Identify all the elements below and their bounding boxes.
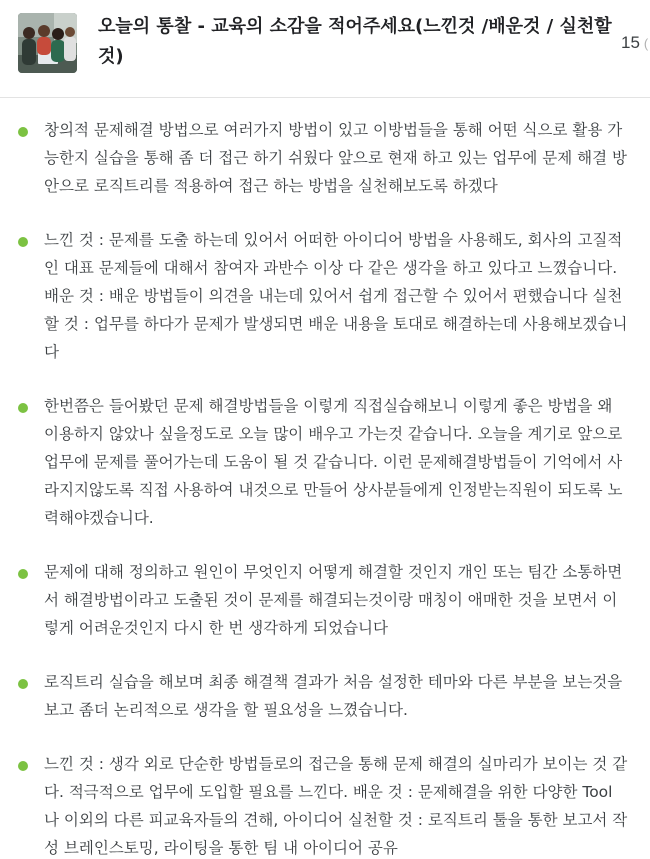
response-list — [0, 116, 650, 859]
bullet-dot-icon — [18, 679, 28, 689]
bullet-dot-icon — [18, 761, 28, 771]
response-text: 느낀 것 : 문제를 도출 하는데 있어서 어떠한 아이디어 방법을 사용해도, 회사의 고질적인 대표 문제들에 대해서 참여자 과반수 이상 다 같은 생각을 하고 있다고 느꼈습니다. 배운 것 : 배운 방법들이 의견을 내는데 있어서 쉽게 접근할 수 있어서 편했습니다 실천할 것 : 업무를 하다가 문제가 발생되면 배운 내용을 토대로 해결하는데 사용해보겠습니다 — [44, 231, 628, 361]
response-count-trail: ( — [643, 36, 649, 51]
list-item — [0, 558, 650, 642]
list-item — [0, 392, 650, 532]
response-text: 창의적 문제해결 방법으로 여러가지 방법이 있고 이방법들을 통해 어떤 식으로 활용 가능한지 실습을 통해 좀 더 접근 하기 쉬웠다 앞으로 현재 하고 있는 업무에 문제 해결 방안으로 로직트리를 적용하여 접근 하는 방법을 실천해보도록 하겠다 — [44, 121, 627, 195]
list-item — [0, 750, 650, 859]
bullet-dot-icon — [18, 127, 28, 137]
response-text: 느낀 것 : 생각 외로 단순한 방법들로의 접근을 통해 문제 해결의 실마리가 보이는 것 같다. 적극적으로 업무에 도입할 필요를 느낀다. 배운 것 : 문제해결을 위한 다양한 Tool 나 이외의 다른 피교육자들의 견해, 아이디어 실천할 것 : 로직트리 툴을 통한 보고서 작성 브레인스토밍, 라이팅을 통한 팀 내 아이디어 공유 — [44, 755, 628, 857]
response-text: 문제에 대해 정의하고 원인이 무엇인지 어떻게 해결할 것인지 개인 또는 팀간 소통하면서 해결방법이라고 도출된 것이 문제를 해결되는것이랑 매칭이 애매한 것을 보면서 이렇게 어려운것인지 다시 한 번 생각하게 되었습니다 — [44, 563, 623, 637]
bullet-dot-icon — [18, 569, 28, 579]
list-item — [0, 668, 650, 724]
list-item — [0, 226, 650, 366]
response-count — [621, 33, 648, 54]
response-text: 로직트리 실습을 해보며 최종 해결책 결과가 처음 설정한 테마와 다른 부분을 보는것을 보고 좀더 논리적으로 생각을 할 필요성을 느꼈습니다. — [44, 673, 623, 719]
page-title: 오늘의 통찰 - 교육의 소감을 적어주세요(느낀것 /배운것 / 실천할것) — [98, 16, 612, 67]
response-count-value: 15 — [621, 33, 640, 52]
group-photo-icon[interactable] — [18, 13, 77, 73]
bullet-dot-icon — [18, 403, 28, 413]
list-item — [0, 116, 650, 200]
bullet-dot-icon — [18, 237, 28, 247]
response-text: 한번쯤은 들어봤던 문제 해결방법들을 이렇게 직접실습해보니 이렇게 좋은 방법을 왜 이용하지 않았나 싶을정도로 오늘 많이 배우고 가는것 같습니다. 오늘을 계기로 앞으로 업무에 문제를 풀어가는데 도움이 될 것 같습니다. 이런 문제해결방법들이 기억에서 사라지지않도록 직접 사용하여 내것으로 만들어 상사분들에게 인정받는직원이 되도록 노력해야겠습니다. — [44, 397, 623, 527]
post-header — [0, 0, 650, 98]
